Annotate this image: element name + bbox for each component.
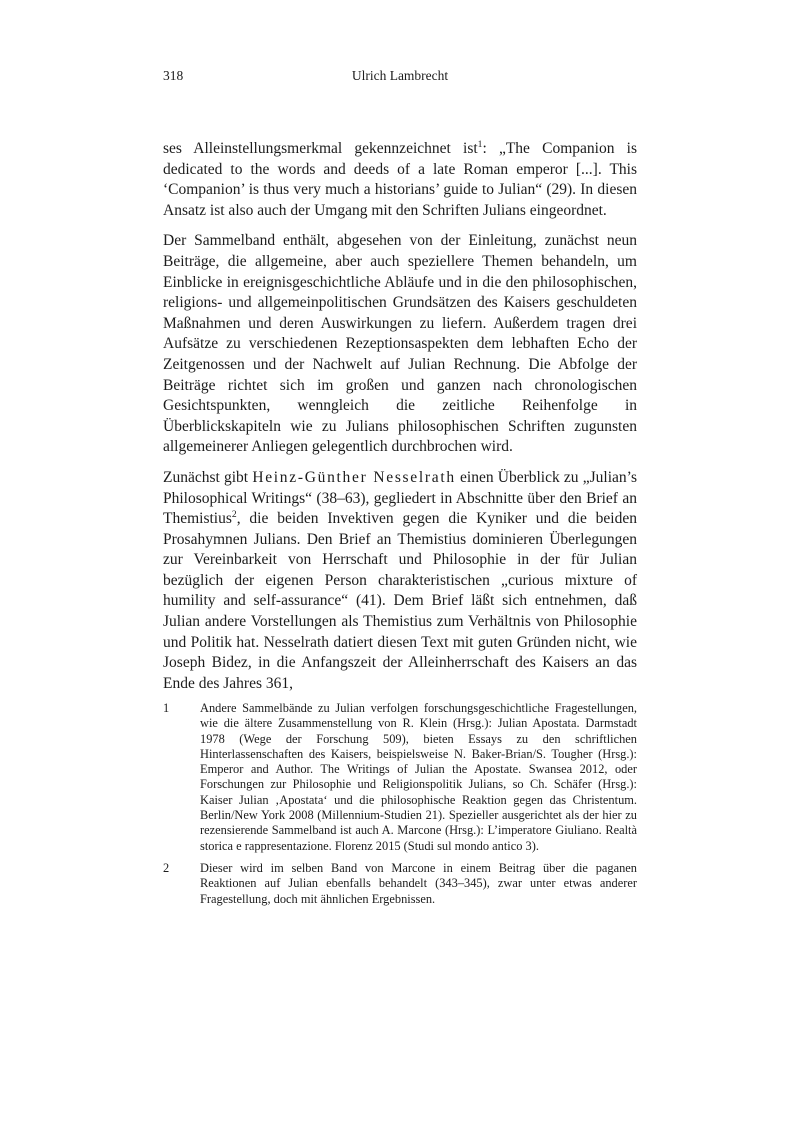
paragraph xyxy=(163,231,637,458)
footnote-text: Dieser wird im selben Band von Marcone in einem Beitrag über die paganen Reaktionen auf Julian ebenfalls behandelt (343–345), zwar unter etwas anderer Fragestellung, doch mit ähnlichen Ergebnissen. xyxy=(200,860,637,906)
paragraph-text: einen Überblick zu „Julian’s Philosophical Writings“ (38–63), gegliedert in Abschnitte über den Brief an Themistius xyxy=(163,468,637,528)
footnote-number: 1 xyxy=(163,701,170,715)
paragraph-text: : „The Companion is dedicated to the words and deeds of a late Roman emperor [...]. This ‘Companion’ is thus very much a historians’ guide to Julian“ (29). In diesen Ansatz ist also auch der Umgang mit den Schriften Julians eingeordnet. xyxy=(163,140,637,219)
running-header-title: Ulrich Lambrecht xyxy=(351,68,449,83)
paragraph-text: Der Sammelband enthält, abgesehen von der Einleitung, zunächst neun Beiträge, die allgemeine, aber auch speziellere Themen behandeln, um Einblicke in ereignisgeschichtliche Abläufe und in die den philosophischen, religions- und allgemeinpolitischen Grundsätzen des Kaisers geschuldeten Maßnahmen und deren Auswirkungen zu liefern. Außerdem tragen drei Aufsätze zu verschiedenen Rezeptionsaspekten dem lebhaften Echo der Zeitgenossen und der Nachwelt auf Julian Rechnung. Die Abfolge der Beiträge richtet sich im großen und ganzen nach chronologischen Gesichtspunkten, wenngleich die zeitliche Reihenfolge in Überblickskapiteln wie zu Julians philosophischen Schriften zugunsten allgemeinerer Anliegen gelegentlich durchbrochen wird. xyxy=(163,232,637,456)
footnote xyxy=(163,861,637,907)
paragraph-text: , die beiden Invektiven gegen die Kyniker und die beiden Prosahymnen Julians. Den Brief an Themistius dominieren Überlegungen zur Vereinbarkeit von Herrschaft und Philosophie in der für Julian bezüglich der eigenen Person charakteristischen „curious mixture of humility and self-assurance“ (41). Dem Brief läßt sich entnehmen, daß Julian andere Vorstellungen als Themistius zum Verhältnis von Philosophie und Politik hat. Nesselrath datiert diesen Text mit guten Gründen nicht, wie Joseph Bidez, in die Anfangszeit der Alleinherrschaft des Kaisers an das Ende des Jahres 361, xyxy=(163,510,637,692)
person-name-spaced: Heinz-Günther Nesselrath xyxy=(252,468,456,486)
footnote-text: Andere Sammelbände zu Julian verfolgen forschungsgeschichtliche Fragestellungen, wie die ältere Zusammenstellung von R. Klein (Hrsg.): Julian Apostata. Darmstadt 1978 (Wege der Forschung 509), bieten Essays zu den schriftlichen Hinterlassenschaften des Kaisers, beispielsweise N. Baker-Brian/S. Tougher (Hrsg.): Emperor and Author. The Writings of Julian the Apostate. Swansea 2012, oder Forschungen zur Philosophie und Religionspolitik Julians, so Ch. Schäfer (Hrsg.): Kaiser Julian ‚Apostata‘ und die philosophische Reaktion gegen das Christentum. Berlin/New York 2008 (Millennium-Studien 21). Spezieller ausgerichtet als der hier zu rezensierende Sammelband ist auch A. Marcone (Hrsg.): L’imperatore Giuliano. Realtà storica e rappresentazione. Florenz 2015 (Studi sul mondo antico 3). xyxy=(200,701,637,853)
footnote-reference: 1 xyxy=(477,138,483,150)
page-number: 318 xyxy=(163,68,184,83)
running-head xyxy=(163,68,637,84)
footnote-number: 2 xyxy=(163,860,170,875)
footnote-reference: 2 xyxy=(231,508,237,520)
paragraph xyxy=(163,139,637,221)
paragraph-text: Zunächst gibt xyxy=(163,468,253,486)
footnotes xyxy=(163,701,637,914)
paragraph-text: ses Alleinstellungsmerkmal gekennzeichnet ist xyxy=(163,140,478,157)
paragraph xyxy=(163,468,637,695)
body-text xyxy=(163,139,637,694)
footnote xyxy=(163,701,637,854)
